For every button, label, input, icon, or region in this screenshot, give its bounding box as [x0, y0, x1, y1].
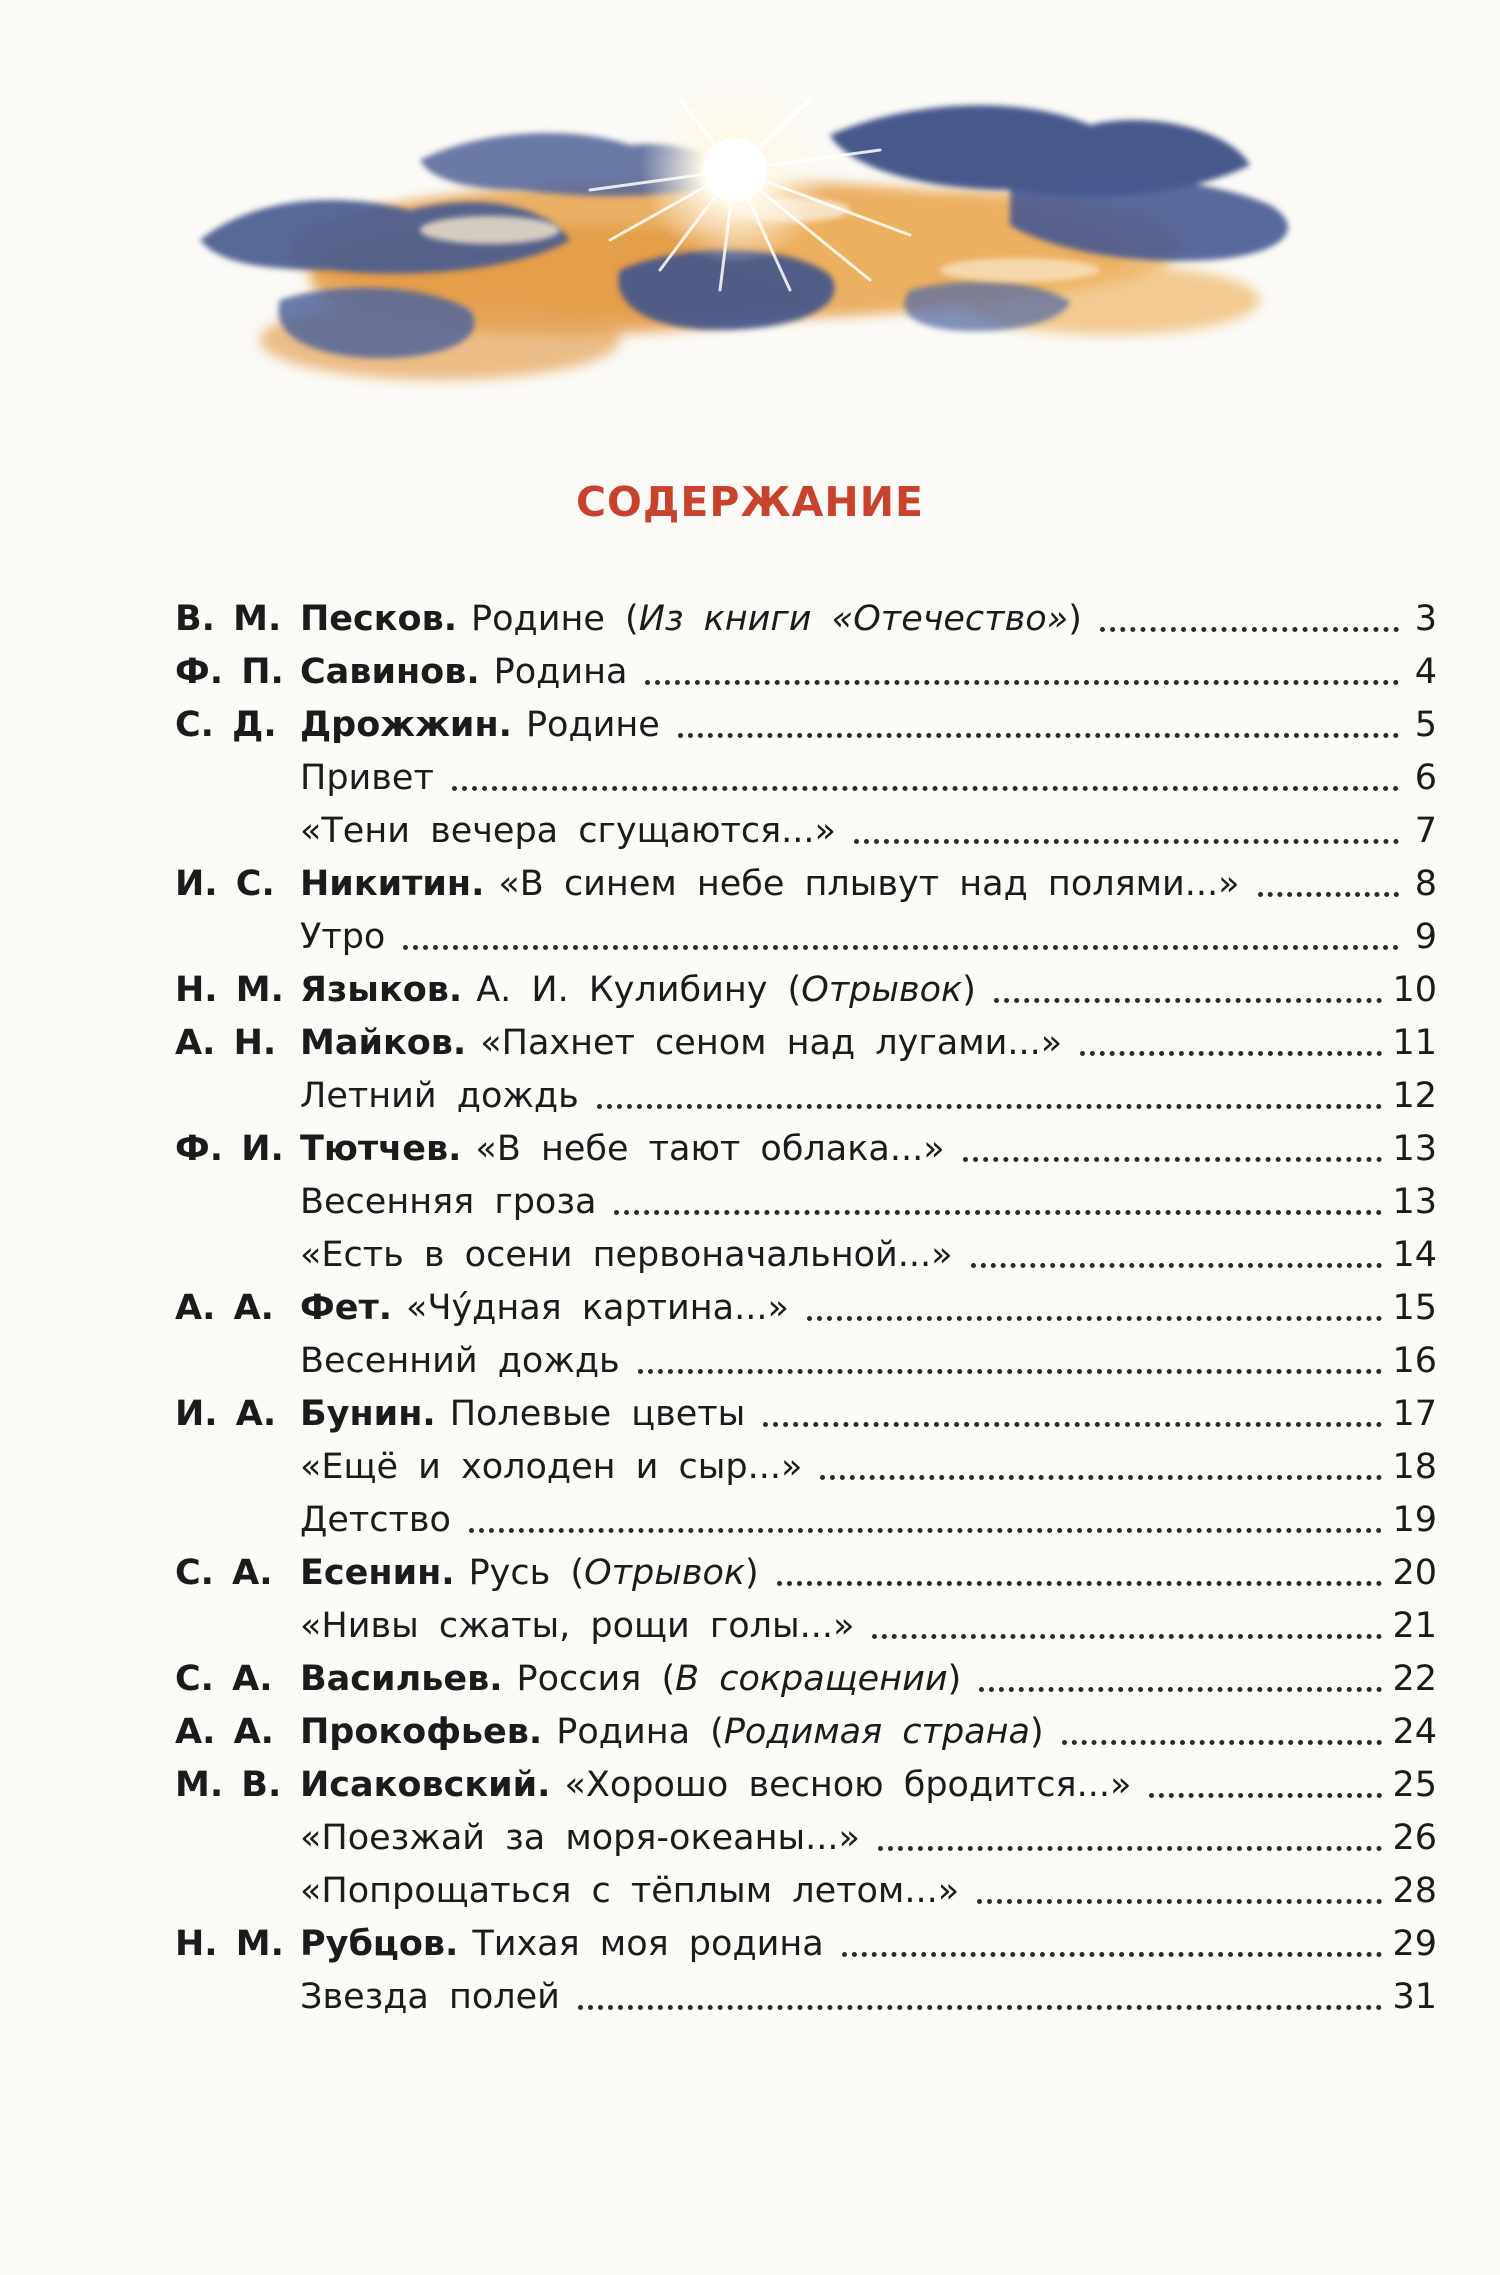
- closing-paren: ): [947, 1659, 962, 1699]
- page-number: 22: [1392, 1659, 1437, 1699]
- author-initials: А. А.: [175, 1288, 274, 1328]
- work-title: [469, 1551, 759, 1595]
- author-name: Тютчев.: [300, 1129, 462, 1169]
- dot-leader: [578, 2005, 1383, 2010]
- dot-leader: [1149, 1793, 1382, 1798]
- work-title: [300, 1339, 620, 1383]
- dot-leader: [878, 1846, 1383, 1851]
- work-title-main: Родина (: [556, 1712, 724, 1752]
- toc-entry-text: [300, 650, 1409, 694]
- toc-entry-text: [300, 1286, 1392, 1330]
- work-title-main: Весенняя гроза: [300, 1182, 597, 1222]
- page-number: 9: [1414, 917, 1437, 957]
- work-note: Отрывок: [801, 970, 963, 1010]
- toc-entry[interactable]: [175, 1330, 1437, 1383]
- page-title: СОДЕРЖАНИЕ: [575, 478, 925, 526]
- toc-entry[interactable]: [175, 694, 1437, 747]
- work-title-main: «Поезжай за моря-океаны...»: [300, 1818, 860, 1858]
- dot-leader: [963, 1157, 1383, 1162]
- work-title-main: Родине: [525, 705, 660, 745]
- dot-leader: [763, 1422, 1382, 1427]
- author-initials: В. М.: [175, 599, 282, 639]
- author-initials: М. В.: [175, 1765, 282, 1805]
- toc-entry[interactable]: [175, 1277, 1437, 1330]
- toc-entry-text: [300, 1127, 1392, 1171]
- dot-leader: [638, 1369, 1383, 1374]
- work-title: [300, 1074, 579, 1118]
- work-title: [300, 1869, 959, 1913]
- page-number: 25: [1392, 1765, 1437, 1805]
- work-title-main: Привет: [300, 758, 434, 798]
- closing-paren: ): [745, 1553, 759, 1593]
- page-number: 7: [1414, 811, 1437, 851]
- work-note: Из книги «Отечество»: [638, 599, 1069, 639]
- toc-entry-text: [300, 1975, 1392, 2019]
- author-initials: С. А.: [175, 1553, 273, 1593]
- author-initials: И. С.: [175, 864, 275, 904]
- toc-entry-text: [300, 1498, 1392, 1542]
- page-number: 20: [1392, 1553, 1437, 1593]
- author-initials: Н. М.: [175, 970, 284, 1010]
- sunset-clouds-icon: [190, 40, 1390, 430]
- work-title-main: Весенний дождь: [300, 1341, 620, 1381]
- work-title-main: Детство: [300, 1500, 451, 1540]
- page-number: 16: [1392, 1341, 1437, 1381]
- toc-entry[interactable]: [175, 1065, 1437, 1118]
- toc-entry-text: [300, 1816, 1392, 1860]
- page-number: 10: [1392, 970, 1437, 1010]
- author-name: Исаковский.: [300, 1765, 551, 1805]
- work-title-main: «Нивы сжаты, рощи голы...»: [300, 1606, 855, 1646]
- dot-leader: [403, 945, 1399, 950]
- author-name: Есенин.: [300, 1553, 455, 1593]
- toc-entry[interactable]: [175, 1913, 1437, 1966]
- author-name: Никитин.: [300, 864, 485, 904]
- dot-leader: [820, 1475, 1382, 1480]
- dot-leader: [452, 786, 1399, 791]
- toc-entry[interactable]: [175, 1595, 1437, 1648]
- author-name: Савинов.: [300, 652, 480, 692]
- toc-entry-text: [300, 1021, 1392, 1065]
- toc-entry[interactable]: [175, 1012, 1437, 1065]
- author-name: Васильев.: [300, 1659, 503, 1699]
- author-initials: И. А.: [175, 1394, 277, 1434]
- toc-entry-text: [300, 1392, 1392, 1436]
- author-initials: А. А.: [175, 1712, 274, 1752]
- work-title-main: «Пахнет сеном над лугами...»: [480, 1023, 1063, 1063]
- toc-entry-text: [300, 968, 1392, 1012]
- dot-leader: [1062, 1740, 1383, 1745]
- page-number: 18: [1392, 1447, 1437, 1487]
- page-number: 26: [1392, 1818, 1437, 1858]
- toc-entry[interactable]: [175, 1224, 1437, 1277]
- page-number: 28: [1392, 1871, 1437, 1911]
- page-number: 17: [1392, 1394, 1437, 1434]
- toc-entry-text: [300, 809, 1409, 853]
- dot-leader: [1080, 1051, 1382, 1056]
- toc-entry[interactable]: [175, 959, 1437, 1012]
- work-title-main: «В небе тают облака...»: [475, 1129, 945, 1169]
- work-title-main: «В синем небе плывут над полями...»: [498, 864, 1240, 904]
- toc-entry[interactable]: [175, 1754, 1437, 1807]
- page-number: 29: [1392, 1924, 1437, 1964]
- page-number: 31: [1392, 1977, 1437, 2017]
- work-title-main: «Чу́дная картина...»: [406, 1288, 789, 1328]
- author-name: Прокофьев.: [300, 1712, 543, 1752]
- author-initials: С. А.: [175, 1659, 273, 1699]
- work-title: [406, 1286, 789, 1330]
- dot-leader: [807, 1316, 1383, 1321]
- work-title: [517, 1657, 962, 1701]
- page-number: 8: [1414, 864, 1437, 904]
- dot-leader: [678, 733, 1399, 738]
- toc-entry-text: [300, 1604, 1392, 1648]
- work-title: [480, 1021, 1062, 1065]
- work-title: [472, 1922, 823, 1966]
- work-title-main: «Хорошо весною бродится...»: [564, 1765, 1132, 1805]
- dot-leader: [1258, 892, 1399, 897]
- toc-entry[interactable]: [175, 1648, 1437, 1701]
- work-note: Отрывок: [584, 1553, 746, 1593]
- work-title-main: Полевые цветы: [449, 1394, 746, 1434]
- work-title-main: Россия (: [516, 1659, 676, 1699]
- dot-leader: [994, 998, 1383, 1003]
- toc-entry-text: [300, 915, 1409, 959]
- toc-entry-text: [300, 1180, 1392, 1224]
- toc-entry[interactable]: [175, 1860, 1437, 1913]
- toc-entry-text: [300, 597, 1409, 641]
- toc-entry[interactable]: [175, 1118, 1437, 1171]
- toc-entry-text: [300, 1922, 1392, 1966]
- toc-entry-text: [300, 1551, 1392, 1595]
- work-title: [300, 1180, 596, 1224]
- toc-entry-text: [300, 1657, 1392, 1701]
- work-title-main: Летний дождь: [300, 1076, 579, 1116]
- work-title: [300, 915, 385, 959]
- toc-entry[interactable]: [175, 800, 1437, 853]
- closing-paren: ): [1068, 599, 1082, 639]
- work-note: В сокращении: [675, 1659, 948, 1699]
- author-name: Дрожжин.: [300, 705, 512, 745]
- dot-leader: [872, 1634, 1382, 1639]
- author-initials: А. Н.: [175, 1023, 277, 1063]
- table-of-contents: [175, 588, 1437, 2019]
- dot-leader: [979, 1687, 1382, 1692]
- work-title: [564, 1763, 1131, 1807]
- dot-leader: [597, 1104, 1383, 1109]
- work-title: [476, 968, 976, 1012]
- work-title: [475, 1127, 944, 1171]
- work-title: [300, 1498, 451, 1542]
- work-title-main: «Есть в осени первоначальной...»: [300, 1235, 953, 1275]
- page-number: 12: [1392, 1076, 1437, 1116]
- dot-leader: [614, 1210, 1382, 1215]
- author-initials: Н. М.: [175, 1924, 284, 1964]
- page-number: 21: [1392, 1606, 1437, 1646]
- work-title: [498, 862, 1239, 906]
- work-title-main: «Тени вечера сгущаются...»: [300, 811, 836, 851]
- page-number: 5: [1414, 705, 1437, 745]
- work-title-main: Русь (: [468, 1553, 585, 1593]
- work-title-main: Тихая моя родина: [472, 1924, 824, 1964]
- work-title: [300, 1604, 854, 1648]
- page-number: 19: [1392, 1500, 1437, 1540]
- work-title-main: Утро: [300, 917, 386, 957]
- work-title: [300, 1445, 802, 1489]
- work-title: [471, 597, 1082, 641]
- work-title: [494, 650, 628, 694]
- page-number: 13: [1392, 1182, 1437, 1222]
- page-number: 13: [1392, 1129, 1437, 1169]
- toc-entry-text: [300, 1233, 1392, 1277]
- dot-leader: [469, 1528, 1383, 1533]
- toc-entry-text: [300, 1445, 1392, 1489]
- author-name: Бунин.: [300, 1394, 436, 1434]
- toc-entry[interactable]: [175, 1542, 1437, 1595]
- toc-entry[interactable]: [175, 1807, 1437, 1860]
- toc-entry[interactable]: [175, 1489, 1437, 1542]
- toc-entry-text: [300, 703, 1409, 747]
- author-name: Песков.: [300, 599, 458, 639]
- toc-entry-text: [300, 1339, 1392, 1383]
- work-note: Родимая страна: [723, 1712, 1030, 1752]
- work-title: [526, 703, 660, 747]
- work-title: [300, 809, 836, 853]
- toc-entry[interactable]: [175, 1966, 1437, 2019]
- work-title-main: «Попрощаться с тёплым летом...»: [300, 1871, 960, 1911]
- author-name: Языков.: [300, 970, 463, 1010]
- toc-entry[interactable]: [175, 747, 1437, 800]
- page-number: 3: [1414, 599, 1437, 639]
- toc-entry[interactable]: [175, 1436, 1437, 1489]
- page-number: 11: [1392, 1023, 1437, 1063]
- work-title: [300, 1233, 953, 1277]
- dot-leader: [977, 1899, 1382, 1904]
- toc-entry-text: [300, 862, 1409, 906]
- dot-leader: [971, 1263, 1383, 1268]
- dot-leader: [842, 1952, 1383, 1957]
- closing-paren: ): [962, 970, 976, 1010]
- work-title: [300, 1816, 860, 1860]
- toc-entry[interactable]: [175, 641, 1437, 694]
- page-number: 15: [1392, 1288, 1437, 1328]
- author-name: Рубцов.: [300, 1924, 459, 1964]
- author-initials: Ф. П.: [175, 652, 284, 692]
- dot-leader: [777, 1581, 1383, 1586]
- dot-leader: [1100, 627, 1399, 632]
- toc-entry[interactable]: [175, 1171, 1437, 1224]
- closing-paren: ): [1029, 1712, 1044, 1752]
- author-name: Фет.: [300, 1288, 393, 1328]
- work-title-main: Родина: [493, 652, 628, 692]
- author-initials: С. Д.: [175, 705, 277, 745]
- toc-entry[interactable]: [175, 588, 1437, 641]
- toc-entry[interactable]: [175, 1383, 1437, 1436]
- author-name: Майков.: [300, 1023, 467, 1063]
- toc-entry-text: [300, 1710, 1392, 1754]
- work-title: [450, 1392, 746, 1436]
- work-title-main: Звезда полей: [300, 1977, 560, 2017]
- author-initials: Ф. И.: [175, 1129, 284, 1169]
- page-number: 4: [1414, 652, 1437, 692]
- dot-leader: [854, 839, 1399, 844]
- page-number: 14: [1392, 1235, 1437, 1275]
- work-title-main: «Ещё и холоден и сыр...»: [300, 1447, 803, 1487]
- toc-entry-text: [300, 1763, 1392, 1807]
- toc-entry-text: [300, 756, 1409, 800]
- toc-entry-text: [300, 1869, 1392, 1913]
- toc-entry[interactable]: [175, 853, 1437, 906]
- work-title: [556, 1710, 1043, 1754]
- work-title-main: А. И. Кулибину (: [476, 970, 802, 1010]
- toc-entry[interactable]: [175, 906, 1437, 959]
- toc-entry[interactable]: [175, 1701, 1437, 1754]
- work-title: [300, 1975, 560, 2019]
- work-title-main: Родине (: [471, 599, 639, 639]
- dot-leader: [645, 680, 1399, 685]
- page-number: 24: [1392, 1712, 1437, 1752]
- toc-entry-text: [300, 1074, 1392, 1118]
- work-title: [300, 756, 434, 800]
- page-number: 6: [1414, 758, 1437, 798]
